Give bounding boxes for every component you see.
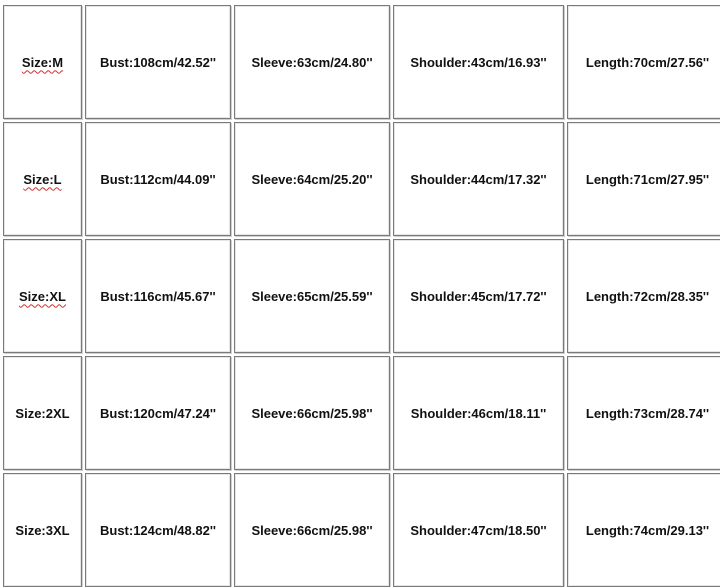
bust-value: Bust:112cm/44.09'': [100, 171, 216, 187]
shoulder-value: Shoulder:43cm/16.93'': [410, 54, 547, 70]
length-value: Length:71cm/27.95'': [585, 171, 710, 187]
table-cell-sleeve: [234, 122, 390, 236]
shoulder-value: Shoulder:44cm/17.32'': [410, 171, 547, 187]
table-cell-sleeve: [234, 5, 390, 119]
table-cell-length: [567, 5, 720, 119]
table-cell-size: [3, 122, 82, 236]
table-cell-bust: [85, 122, 231, 236]
shoulder-value: Shoulder:46cm/18.11'': [410, 405, 547, 421]
length-value: Length:74cm/29.13'': [585, 522, 710, 538]
size-label: Size:M: [21, 54, 64, 70]
length-value: Length:73cm/28.74'': [585, 405, 710, 421]
sleeve-value: Sleeve:63cm/24.80'': [251, 54, 373, 70]
shoulder-value: Shoulder:47cm/18.50'': [410, 522, 547, 538]
length-value: Length:70cm/27.56'': [585, 54, 710, 70]
table-cell-sleeve: [234, 473, 390, 587]
table-cell-sleeve: [234, 239, 390, 353]
length-value: Length:72cm/28.35'': [585, 288, 710, 304]
table-cell-length: [567, 473, 720, 587]
bust-value: Bust:120cm/47.24'': [99, 405, 217, 421]
sleeve-value: Sleeve:66cm/25.98'': [251, 522, 373, 538]
sleeve-value: Sleeve:64cm/25.20'': [251, 171, 373, 187]
size-label: Size:L: [23, 171, 62, 187]
table-cell-bust: [85, 5, 231, 119]
table-cell-size: [3, 5, 82, 119]
table-cell-size: [3, 356, 82, 470]
table-cell-bust: [85, 356, 231, 470]
table-cell-shoulder: [393, 356, 564, 470]
table-cell-shoulder: [393, 5, 564, 119]
sleeve-value: Sleeve:65cm/25.59'': [251, 288, 373, 304]
bust-value: Bust:108cm/42.52'': [99, 54, 217, 70]
table-cell-length: [567, 356, 720, 470]
shoulder-value: Shoulder:45cm/17.72'': [410, 288, 547, 304]
bust-value: Bust:124cm/48.82'': [99, 522, 217, 538]
sleeve-value: Sleeve:66cm/25.98'': [251, 405, 373, 421]
table-cell-size: [3, 473, 82, 587]
table-cell-shoulder: [393, 239, 564, 353]
table-cell-shoulder: [393, 473, 564, 587]
table-cell-shoulder: [393, 122, 564, 236]
size-label: Size:XL: [19, 288, 66, 304]
size-label: Size:3XL: [15, 522, 70, 538]
table-cell-length: [567, 122, 720, 236]
size-label: Size:2XL: [15, 405, 70, 421]
table-cell-size: [3, 239, 82, 353]
table-cell-sleeve: [234, 356, 390, 470]
bust-value: Bust:116cm/45.67'': [100, 288, 216, 304]
table-cell-length: [567, 239, 720, 353]
table-cell-bust: [85, 473, 231, 587]
table-cell-bust: [85, 239, 231, 353]
